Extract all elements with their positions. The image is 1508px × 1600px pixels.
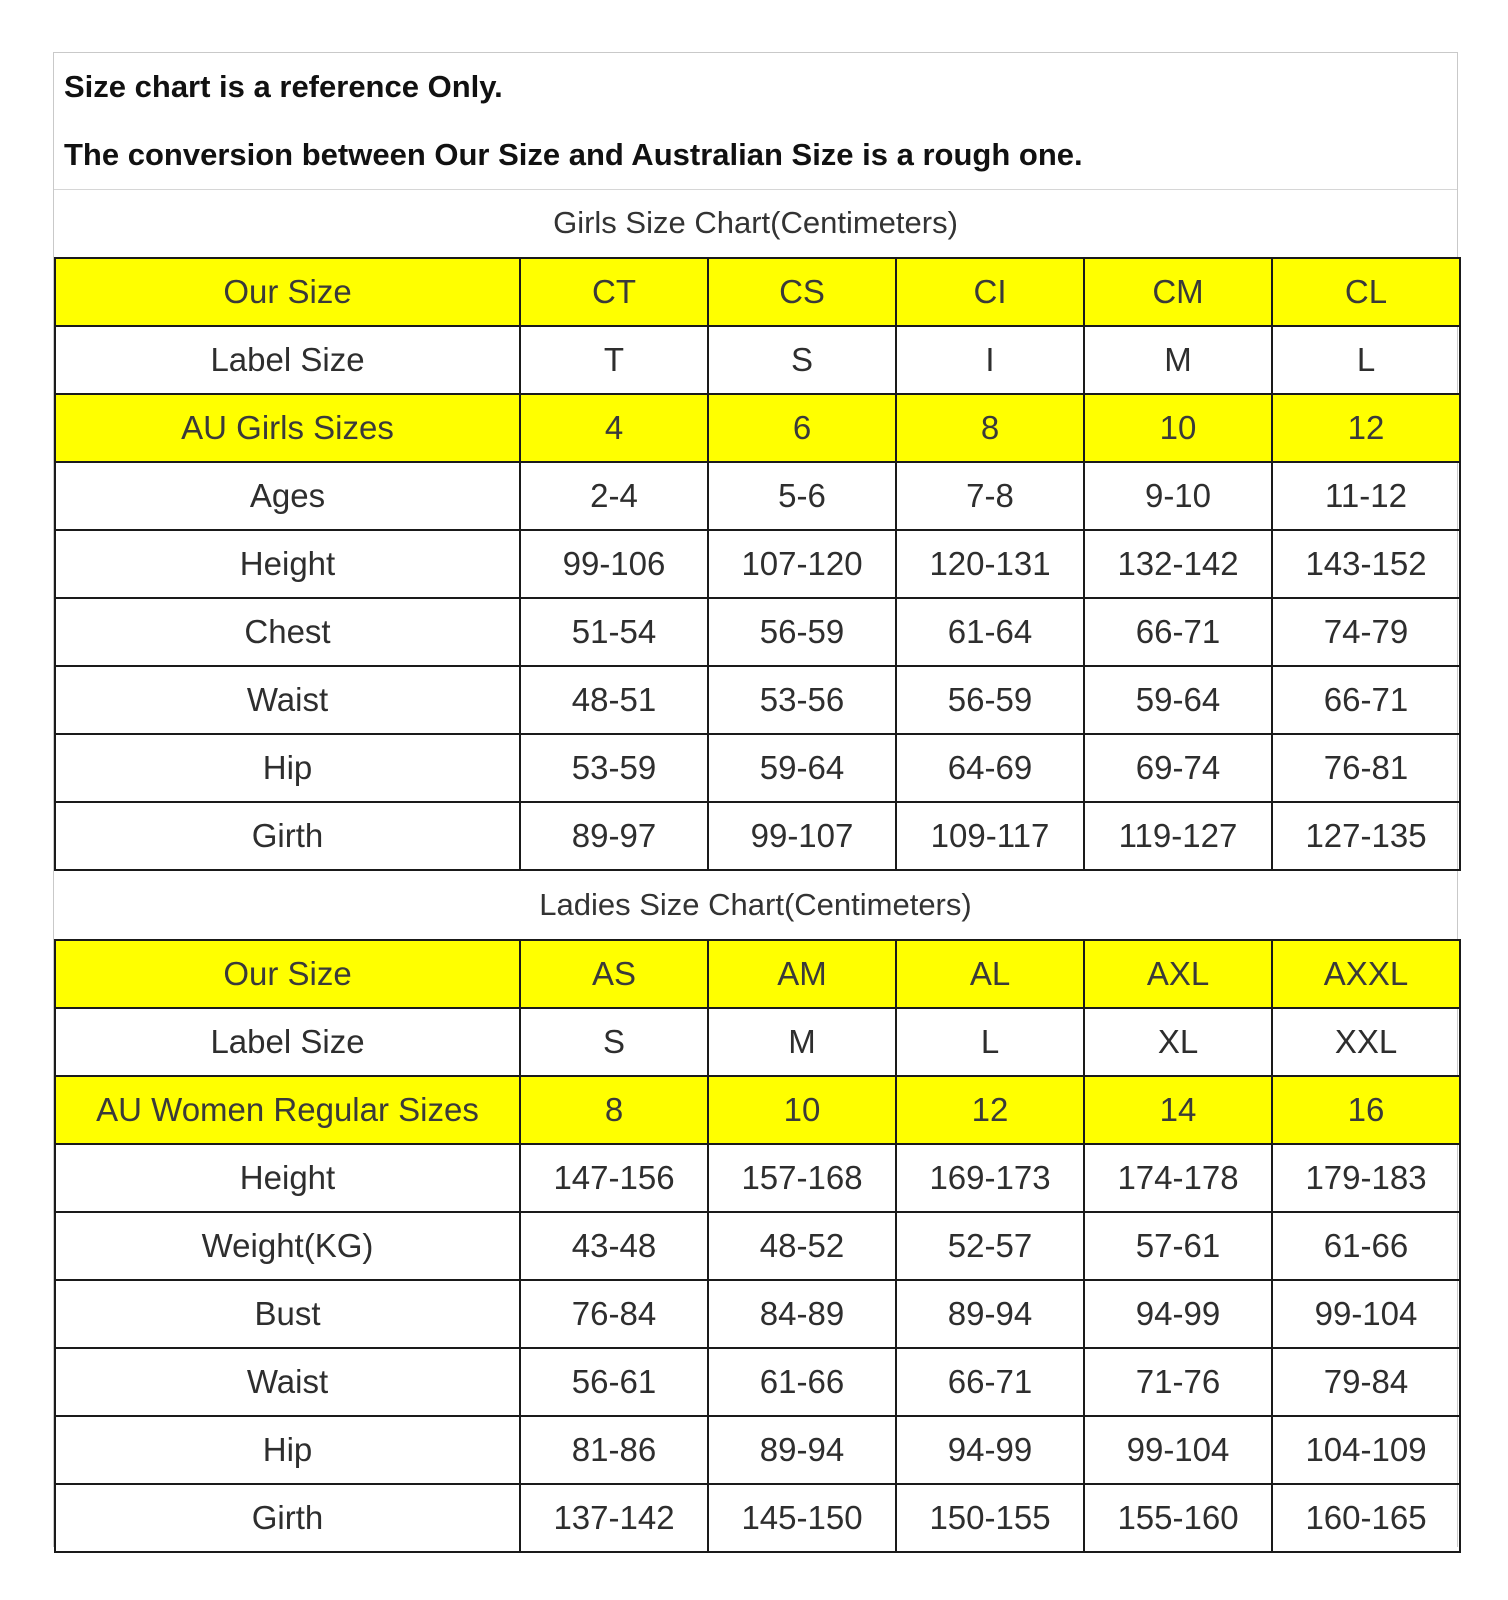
size-value-cell: L xyxy=(896,1008,1084,1076)
size-value-cell: 160-165 xyxy=(1272,1484,1460,1552)
size-value-cell: 147-156 xyxy=(520,1144,708,1212)
girls-table-row xyxy=(55,802,1460,870)
size-value-cell: 52-57 xyxy=(896,1212,1084,1280)
girls-chart-title: Girls Size Chart(Centimeters) xyxy=(553,205,958,240)
ladies-table-row xyxy=(55,1212,1460,1280)
row-label: Girth xyxy=(55,802,520,870)
ladies-table-row xyxy=(55,1076,1460,1144)
size-value-cell: CS xyxy=(708,258,896,326)
size-value-cell: 64-69 xyxy=(896,734,1084,802)
row-label: Height xyxy=(55,1144,520,1212)
size-value-cell: 155-160 xyxy=(1084,1484,1272,1552)
size-value-cell: 61-64 xyxy=(896,598,1084,666)
girls-table-row xyxy=(55,462,1460,530)
size-value-cell: 66-71 xyxy=(896,1348,1084,1416)
size-value-cell: 56-59 xyxy=(896,666,1084,734)
size-value-cell: 127-135 xyxy=(1272,802,1460,870)
row-label: Chest xyxy=(55,598,520,666)
size-value-cell: 94-99 xyxy=(896,1416,1084,1484)
girls-size-table xyxy=(54,257,1461,871)
size-value-cell: 53-59 xyxy=(520,734,708,802)
row-label: Bust xyxy=(55,1280,520,1348)
size-value-cell: 99-106 xyxy=(520,530,708,598)
ladies-table-row xyxy=(55,940,1460,1008)
row-label: Waist xyxy=(55,1348,520,1416)
size-value-cell: 12 xyxy=(896,1076,1084,1144)
size-value-cell: 56-61 xyxy=(520,1348,708,1416)
row-label: Girth xyxy=(55,1484,520,1552)
size-value-cell: 76-84 xyxy=(520,1280,708,1348)
size-value-cell: M xyxy=(1084,326,1272,394)
size-value-cell: 11-12 xyxy=(1272,462,1460,530)
girls-table-row xyxy=(55,326,1460,394)
disclaimer-conversion-note: The conversion between Our Size and Australian Size is a rough one. xyxy=(64,137,1083,172)
size-value-cell: 104-109 xyxy=(1272,1416,1460,1484)
size-value-cell: 132-142 xyxy=(1084,530,1272,598)
size-value-cell: I xyxy=(896,326,1084,394)
size-value-cell: 4 xyxy=(520,394,708,462)
size-value-cell: 16 xyxy=(1272,1076,1460,1144)
disclaimer-notes xyxy=(54,53,1457,190)
size-value-cell: 61-66 xyxy=(1272,1212,1460,1280)
size-value-cell: 12 xyxy=(1272,394,1460,462)
size-value-cell: 61-66 xyxy=(708,1348,896,1416)
size-value-cell: AM xyxy=(708,940,896,1008)
size-value-cell: 76-81 xyxy=(1272,734,1460,802)
disclaimer-reference-note: Size chart is a reference Only. xyxy=(64,69,503,104)
size-value-cell: S xyxy=(520,1008,708,1076)
size-value-cell: CI xyxy=(896,258,1084,326)
size-value-cell: 79-84 xyxy=(1272,1348,1460,1416)
size-value-cell: 7-8 xyxy=(896,462,1084,530)
size-value-cell: 89-94 xyxy=(896,1280,1084,1348)
row-label: Hip xyxy=(55,734,520,802)
row-label: Our Size xyxy=(55,258,520,326)
row-label: Weight(KG) xyxy=(55,1212,520,1280)
size-value-cell: AXL xyxy=(1084,940,1272,1008)
size-value-cell: AL xyxy=(896,940,1084,1008)
size-value-cell: 157-168 xyxy=(708,1144,896,1212)
row-label: AU Women Regular Sizes xyxy=(55,1076,520,1144)
size-value-cell: 120-131 xyxy=(896,530,1084,598)
size-value-cell: 59-64 xyxy=(708,734,896,802)
size-value-cell: 59-64 xyxy=(1084,666,1272,734)
size-value-cell: AXXL xyxy=(1272,940,1460,1008)
ladies-size-table xyxy=(54,939,1461,1553)
size-value-cell: 8 xyxy=(520,1076,708,1144)
size-value-cell: 99-107 xyxy=(708,802,896,870)
size-value-cell: 2-4 xyxy=(520,462,708,530)
girls-table-row xyxy=(55,598,1460,666)
ladies-table-row xyxy=(55,1008,1460,1076)
size-value-cell: 14 xyxy=(1084,1076,1272,1144)
ladies-table-row xyxy=(55,1144,1460,1212)
size-value-cell: 48-51 xyxy=(520,666,708,734)
size-value-cell: 6 xyxy=(708,394,896,462)
size-value-cell: 89-94 xyxy=(708,1416,896,1484)
size-value-cell: 57-61 xyxy=(1084,1212,1272,1280)
girls-table-row xyxy=(55,530,1460,598)
size-value-cell: 5-6 xyxy=(708,462,896,530)
ladies-table-row xyxy=(55,1280,1460,1348)
size-value-cell: 150-155 xyxy=(896,1484,1084,1552)
size-value-cell: 66-71 xyxy=(1084,598,1272,666)
row-label: AU Girls Sizes xyxy=(55,394,520,462)
ladies-chart-title: Ladies Size Chart(Centimeters) xyxy=(539,887,972,922)
size-value-cell: 99-104 xyxy=(1272,1280,1460,1348)
size-value-cell: M xyxy=(708,1008,896,1076)
size-value-cell: 48-52 xyxy=(708,1212,896,1280)
size-value-cell: 74-79 xyxy=(1272,598,1460,666)
size-value-cell: CL xyxy=(1272,258,1460,326)
girls-table-row xyxy=(55,734,1460,802)
size-value-cell: 8 xyxy=(896,394,1084,462)
size-value-cell: 174-178 xyxy=(1084,1144,1272,1212)
ladies-table-row xyxy=(55,1416,1460,1484)
girls-table-row xyxy=(55,394,1460,462)
row-label: Height xyxy=(55,530,520,598)
size-value-cell: 179-183 xyxy=(1272,1144,1460,1212)
girls-table-row xyxy=(55,666,1460,734)
row-label: Waist xyxy=(55,666,520,734)
size-value-cell: 9-10 xyxy=(1084,462,1272,530)
ladies-table-row xyxy=(55,1484,1460,1552)
size-value-cell: 43-48 xyxy=(520,1212,708,1280)
size-value-cell: 10 xyxy=(708,1076,896,1144)
size-value-cell: L xyxy=(1272,326,1460,394)
row-label: Hip xyxy=(55,1416,520,1484)
size-value-cell: 94-99 xyxy=(1084,1280,1272,1348)
size-value-cell: 89-97 xyxy=(520,802,708,870)
size-value-cell: 84-89 xyxy=(708,1280,896,1348)
size-value-cell: 143-152 xyxy=(1272,530,1460,598)
size-value-cell: 107-120 xyxy=(708,530,896,598)
size-value-cell: 109-117 xyxy=(896,802,1084,870)
size-value-cell: 137-142 xyxy=(520,1484,708,1552)
size-value-cell: CM xyxy=(1084,258,1272,326)
size-value-cell: XXL xyxy=(1272,1008,1460,1076)
size-chart-document xyxy=(53,52,1458,1547)
size-value-cell: 71-76 xyxy=(1084,1348,1272,1416)
size-value-cell: 81-86 xyxy=(520,1416,708,1484)
row-label: Our Size xyxy=(55,940,520,1008)
size-value-cell: CT xyxy=(520,258,708,326)
girls-table-row xyxy=(55,258,1460,326)
ladies-table-row xyxy=(55,1348,1460,1416)
size-value-cell: 53-56 xyxy=(708,666,896,734)
size-value-cell: 56-59 xyxy=(708,598,896,666)
size-value-cell: 169-173 xyxy=(896,1144,1084,1212)
size-value-cell: XL xyxy=(1084,1008,1272,1076)
size-value-cell: T xyxy=(520,326,708,394)
size-value-cell: 69-74 xyxy=(1084,734,1272,802)
size-value-cell: 10 xyxy=(1084,394,1272,462)
size-value-cell: AS xyxy=(520,940,708,1008)
size-value-cell: S xyxy=(708,326,896,394)
size-value-cell: 51-54 xyxy=(520,598,708,666)
size-value-cell: 99-104 xyxy=(1084,1416,1272,1484)
row-label: Label Size xyxy=(55,1008,520,1076)
size-value-cell: 66-71 xyxy=(1272,666,1460,734)
row-label: Ages xyxy=(55,462,520,530)
size-value-cell: 119-127 xyxy=(1084,802,1272,870)
row-label: Label Size xyxy=(55,326,520,394)
size-value-cell: 145-150 xyxy=(708,1484,896,1552)
